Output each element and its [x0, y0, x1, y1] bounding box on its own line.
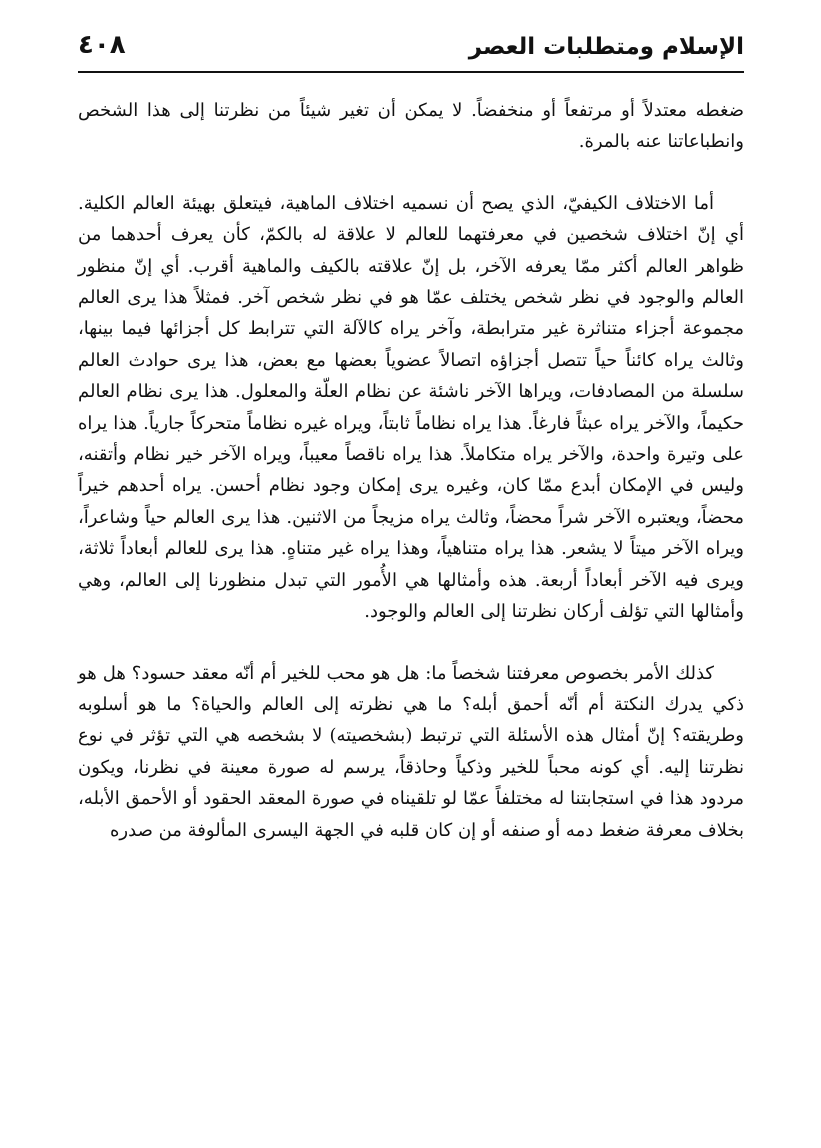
paragraph-qualitative-difference: أما الاختلاف الكيفيّ، الذي يصح أن نسميه اختلاف الماهية، فيتعلق بهيئة العالم الكلية. أي إنّ اختلاف شخصين في معرفتهما للعالم لا علاقة له بالكمّ، كأن يعرف أحدهما من ظواهر العالم أكثر ممّا يعرفه الآخر، بل إنّ علاقته بالكيف والماهية أقرب. أي إنّ منظور العالم والوجود في نظر شخص يختلف عمّا هو في نظر شخص آخر. فمثلاً هذا يرى العالم مجموعة أجزاء متناثرة غير مترابطة، وآخر يراه كالآلة التي تترابط كل أجزائها فيما بينها، وثالث يراه كائناً حياً تتصل أجزاؤه اتصالاً عضوياً بعضها مع بعض، هذا يرى حوادث العالم سلسلة من المصادفات، ويراها الآخر ناشئة عن نظام العلّة والمعلول. هذا يرى نظام العالم حكيماً، والآخر يراه عبثاً فارغاً. هذا يراه نظاماً ثابتاً، ويراه غيره نظاماً متحركاً جارياً. هذا يراه على وتيرة واحدة، والآخر يراه متكاملاً. هذا يراه ناقصاً معيباً، ويراه الآخر خير نظام وأتقنه، وليس في الإمكان أبدع ممّا كان، وغيره يرى إمكان وجود نظام أحسن. يراه أحدهم خيراً محضاً، ويعتبره الآخر شراً محضاً، وثالث يراه مزيجاً من الاثنين. هذا يرى العالم حياً وشاعراً، ويراه الآخر ميتاً لا يشعر. هذا يراه متناهياً، وهذا يراه غير متناهٍ. هذا يرى للعالم أبعاداً ثلاثة، ويرى فيه الآخر أبعاداً أربعة. هذه وأمثالها هي الأُمور التي تبدل منظورنا إلى العالم، وهي وأمثالها التي تؤلف أركان نظرتنا إلى العالم والوجود.: [78, 192, 744, 623]
header-divider: [78, 71, 744, 73]
paragraph-knowing-a-person: كذلك الأمر بخصوص معرفتنا شخصاً ما: هل هو محب للخير أم أنّه معقد حسود؟ هل هو ذكي يدرك النكتة أم أنّه أحمق أبله؟ ما هي نظرته إلى العالم والحياة؟ ما هو أسلوبه وطريقته؟ إنّ أمثال هذه الأسئلة التي ترتبط (بشخصيته) لا بشخصه هي التي تؤثر في نوع نظرتنا إليه. أي كونه محباً للخير وذكياً وحاذقاً، يرسم له صورة معينة في نظرنا، ويكون مردود هذا في استجابتنا له مختلفاً عمّا لو تلقيناه في صورة المعقد الحقود أو الأحمق الأبله، بخلاف معرفة ضغط دمه أو صنفه أو إن كان قلبه في الجهة اليسرى المألوفة من صدره: [78, 662, 744, 841]
body-text: [78, 95, 744, 846]
paragraph-gap: [78, 158, 744, 188]
paragraph-continuation: ضغطه معتدلاً أو مرتفعاً أو منخفضاً. لا يمكن أن تغير شيئاً من نظرتنا إلى هذا الشخص وانطباعاتنا عنه بالمرة.: [78, 100, 744, 153]
page-number: ٤٠٨: [78, 30, 126, 60]
paragraph-gap: [78, 628, 744, 658]
running-header: [78, 28, 744, 72]
running-title: الإسلام ومتطلبات العصر: [468, 34, 744, 60]
